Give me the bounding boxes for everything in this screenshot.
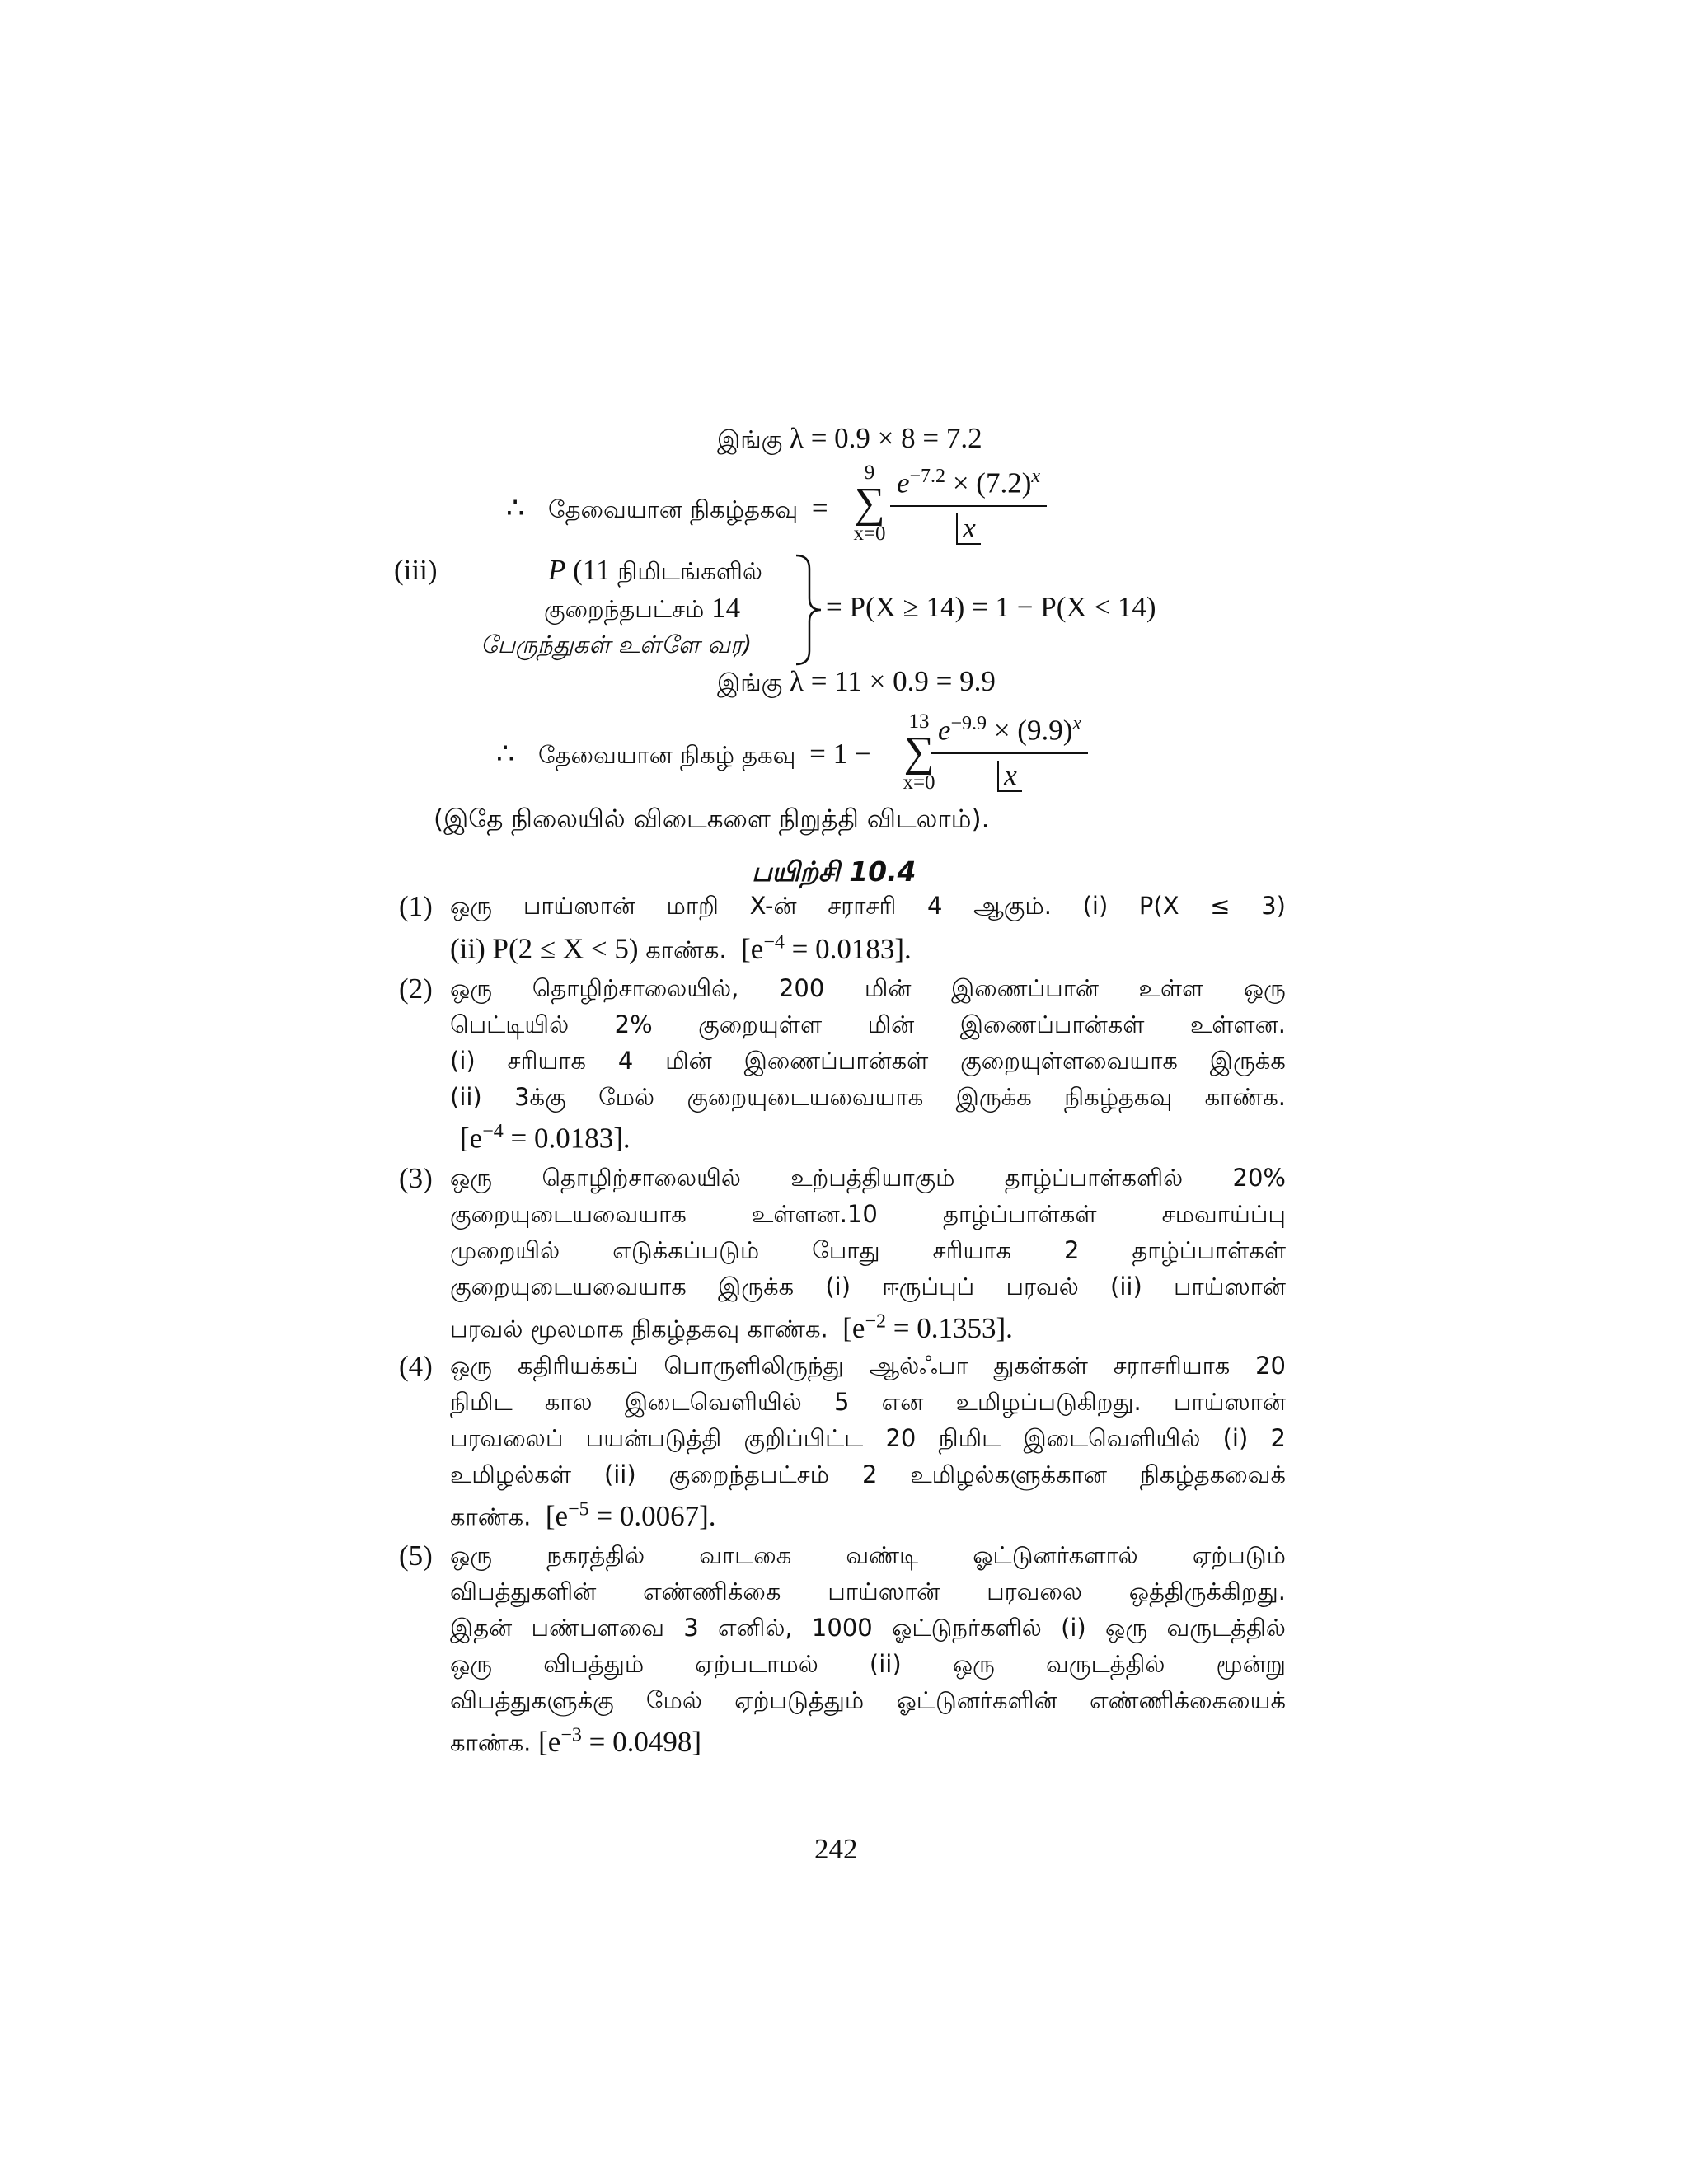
word: சராசரி — [828, 892, 897, 920]
word: ஆகும். — [973, 892, 1052, 920]
part3-line-2: குறைந்தபட்சம் 14 — [544, 592, 741, 624]
word: பொருளிலிருந்து — [663, 1352, 844, 1380]
therefore-symbol: ∴ — [506, 492, 525, 524]
word: உற்பத்தியாகும் — [790, 1164, 955, 1192]
word: எனில், — [718, 1614, 793, 1642]
word: 2 — [1270, 1424, 1286, 1452]
probability-line-2: ∴ தேவையான நிகழ் தகவு = 1 − — [496, 738, 871, 770]
word: பண்பளவை — [531, 1614, 664, 1642]
word: நிகழ்தகவைக் — [1139, 1460, 1286, 1488]
word: தாழ்ப்பாள்கள் — [1132, 1236, 1286, 1264]
word: கதிரியக்கப் — [517, 1352, 639, 1380]
word: பாய்ஸான் — [1173, 1388, 1286, 1416]
word: X-ன் — [749, 892, 797, 920]
summation-1 — [849, 462, 890, 546]
word: உமிழப்படுகிறது. — [955, 1388, 1142, 1416]
lambda-tamil: இங்கு — [717, 425, 783, 453]
word: ஏற்படுத்தும் — [734, 1686, 865, 1714]
word: பயன்படுத்தி — [585, 1424, 722, 1452]
fraction-numerator: $e^{-7.2} \times (7.2)^x$ — [890, 466, 1047, 507]
word: பரவலை — [987, 1577, 1082, 1605]
word: (ii) — [869, 1650, 902, 1678]
word: (i) — [1061, 1614, 1086, 1642]
word: ஒரு — [450, 974, 493, 1002]
word: நிகழ்தகவு — [1064, 1083, 1173, 1111]
fraction-2 — [931, 713, 1088, 792]
word: உமிழல்களுக்கான — [910, 1460, 1107, 1488]
part3-line-1: P (11 நிமிடங்களில் — [548, 554, 762, 586]
word: உள்ள — [1138, 974, 1204, 1002]
word: P(X — [1138, 892, 1179, 920]
question-2-line-5: $[e^{-4} = 0.0183]$. — [460, 1121, 631, 1155]
question-1-line-1 — [450, 892, 1286, 923]
word: தொழிற்சாலையில் — [542, 1164, 741, 1192]
word: மூன்று — [1216, 1650, 1286, 1678]
word: துகள்கள் — [993, 1352, 1088, 1380]
word: முறையில் — [450, 1236, 560, 1264]
question-4-line-5: காண்க. $[e^{-5} = 0.0067]$. — [450, 1498, 716, 1532]
word: ஒரு — [450, 892, 493, 920]
word: நிமிட — [450, 1388, 513, 1416]
part3-rhs: = P(X ≥ 14) = 1 − P(X < 14) — [826, 591, 1156, 623]
question-2-number: (2) — [399, 972, 433, 1005]
word: குறையுள்ளவையாக — [960, 1047, 1178, 1075]
word: குறையுள்ள — [698, 1010, 823, 1038]
word: விபத்துகளுக்கு — [450, 1686, 614, 1714]
word: இணைப்பான்கள் — [959, 1010, 1145, 1038]
word: தாழ்ப்பாள்களில் — [1004, 1164, 1184, 1192]
question-4-line-4 — [450, 1460, 1286, 1492]
word: இடைவெளியில் — [1023, 1424, 1201, 1452]
word: குறையுடையவையாக — [450, 1272, 687, 1301]
word: ஆல்ஃபா — [869, 1352, 968, 1380]
word: மின் — [864, 974, 912, 1002]
word: 20 — [1255, 1352, 1286, 1380]
note-line: (இதே நிலையில் விடைகளை நிறுத்தி விடலாம்). — [434, 804, 990, 834]
word: சராசரியாக — [1113, 1352, 1231, 1380]
probability-line-1 — [506, 492, 828, 527]
word: 3 — [683, 1614, 699, 1642]
word: இணைப்பான் — [951, 974, 1100, 1002]
word: பாய்ஸான் — [828, 1577, 940, 1605]
word: விபத்துகளின் — [450, 1577, 597, 1605]
word: (ii) — [603, 1460, 636, 1488]
word: (ii) — [450, 1083, 482, 1111]
word: உள்ளன.10 — [751, 1200, 878, 1228]
word: ஒரு — [450, 1541, 493, 1569]
word: ஏற்படும் — [1192, 1541, 1286, 1569]
word: காண்க. — [1204, 1083, 1286, 1111]
word: விபத்தும் — [543, 1650, 645, 1678]
sigma-symbol: ∑ — [854, 480, 885, 527]
word: இதன் — [450, 1614, 513, 1642]
word: 4 — [927, 892, 943, 920]
question-4-line-1 — [450, 1352, 1286, 1383]
word: ஒத்திருக்கிறது. — [1128, 1577, 1286, 1605]
question-5-number: (5) — [399, 1540, 433, 1572]
sigma-symbol: ∑ — [903, 729, 935, 776]
word: மாறி — [666, 892, 719, 920]
word: ஒரு — [1243, 974, 1286, 1002]
word: ஒரு — [450, 1164, 493, 1192]
word: வருடத்தில் — [1166, 1614, 1286, 1642]
word: வாடகை — [699, 1541, 792, 1569]
question-2-line-2 — [450, 1010, 1286, 1042]
word: என — [881, 1388, 924, 1416]
question-4-line-3 — [450, 1424, 1286, 1455]
equals-sign: = — [811, 492, 828, 524]
word: பரவல் — [1006, 1272, 1079, 1301]
question-1-number: (1) — [399, 890, 433, 922]
question-4-line-2 — [450, 1388, 1286, 1419]
word: ஈருப்புப் — [882, 1272, 975, 1301]
word: குறையுடையவையாக — [450, 1200, 687, 1228]
word: 4 — [617, 1047, 634, 1075]
word: சரியாக — [932, 1236, 1012, 1264]
word: (i) — [450, 1047, 476, 1075]
page-number: 242 — [814, 1833, 858, 1865]
word: மின் — [867, 1010, 915, 1038]
word: நிமிட — [938, 1424, 1001, 1452]
fraction-denominator — [997, 759, 1022, 792]
word: சரியாக — [507, 1047, 587, 1075]
word: வருடத்தில் — [1046, 1650, 1165, 1678]
word: மின் — [665, 1047, 712, 1075]
word: ஏற்படாமல் — [695, 1650, 818, 1678]
lambda-line-1 — [717, 422, 982, 457]
word: ஒரு — [450, 1352, 493, 1380]
question-5-line-5 — [450, 1686, 1286, 1718]
word: 1000 — [811, 1614, 873, 1642]
factorial-notation: x — [997, 761, 1022, 792]
word: இருக்க — [717, 1272, 795, 1301]
word: 2 — [861, 1460, 878, 1488]
word: வண்டி — [846, 1541, 919, 1569]
lambda-expression: λ = 0.9 × 8 = 7.2 — [789, 422, 982, 454]
word: ஒரு — [1105, 1614, 1148, 1642]
question-5-line-2 — [450, 1577, 1286, 1609]
word: 20 — [885, 1424, 917, 1452]
fraction-1 — [890, 466, 1047, 545]
word: மேல் — [645, 1686, 702, 1714]
word: சமவாய்ப்பு — [1161, 1200, 1286, 1228]
word: ஓட்டுனர்களால் — [973, 1541, 1138, 1569]
word: இருக்க — [1209, 1047, 1286, 1075]
word: பெட்டியில் — [450, 1010, 570, 1038]
lambda-line-2: இங்கு λ = 11 × 0.9 = 9.9 — [717, 665, 996, 697]
word: 20% — [1232, 1164, 1286, 1192]
word: (i) — [825, 1272, 851, 1301]
word: போது — [812, 1236, 880, 1264]
question-2-line-1 — [450, 974, 1286, 1005]
right-brace — [793, 552, 826, 668]
word: (ii) — [1110, 1272, 1142, 1301]
summation-lower: x=0 — [853, 523, 886, 545]
question-3-line-5: பரவல் மூலமாக நிகழ்தகவு காண்க. $[e^{-2} = 0.1353]$. — [450, 1310, 1013, 1344]
word: ஒரு — [952, 1650, 995, 1678]
word: உமிழல்கள் — [450, 1460, 571, 1488]
word: 2% — [614, 1010, 653, 1038]
word: எடுக்கப்படும் — [612, 1236, 760, 1264]
question-3-line-1 — [450, 1164, 1286, 1195]
word: ≤ — [1210, 892, 1231, 920]
word: கால — [544, 1388, 593, 1416]
word: 5 — [834, 1388, 850, 1416]
part3-line-3: பேருந்துகள் உள்ளே வர) — [481, 630, 753, 658]
word: நகரத்தில் — [546, 1541, 645, 1569]
question-4-number: (4) — [399, 1350, 433, 1382]
word: ஓட்டுநர்களில் — [892, 1614, 1042, 1642]
word: ஓட்டுனர்களின் — [896, 1686, 1057, 1714]
summation-2: 13 ∑ x=0 — [898, 710, 940, 794]
word: குறைந்தபட்சம் — [668, 1460, 829, 1488]
word: குறிப்பிட்ட — [743, 1424, 864, 1452]
word: இருக்க — [955, 1083, 1032, 1111]
probability-tamil: தேவையான நிகழ்தகவு — [548, 495, 799, 523]
question-5-line-6: காண்க. $[e^{-3} = 0.0498]$ — [450, 1724, 702, 1758]
word: இணைப்பான்கள் — [743, 1047, 929, 1075]
word: (i) — [1082, 892, 1109, 920]
question-3-number: (3) — [399, 1162, 433, 1194]
word: 3) — [1261, 892, 1286, 920]
question-5-line-3 — [450, 1614, 1286, 1645]
question-5-line-1 — [450, 1541, 1286, 1572]
fraction-denominator — [956, 512, 981, 545]
word: மேல் — [598, 1083, 655, 1111]
word: (i) — [1222, 1424, 1249, 1452]
factorial-notation: x — [956, 513, 981, 545]
word: உள்ளன. — [1189, 1010, 1286, 1038]
word: பாய்ஸான் — [1173, 1272, 1286, 1301]
question-2-line-4 — [450, 1083, 1286, 1114]
word: எண்ணிக்கை — [643, 1577, 781, 1605]
part-label-iii: (iii) — [394, 554, 438, 586]
question-5-line-4 — [450, 1650, 1286, 1681]
question-1-line-2: (ii) P(2 ≤ X < 5) காண்க. $[e^{-4} = 0.0183]$. — [450, 931, 912, 965]
question-3-line-3 — [450, 1236, 1286, 1268]
word: 3க்கு — [514, 1083, 566, 1111]
word: எண்ணிக்கையைக் — [1089, 1686, 1286, 1714]
word: பரவலைப் — [450, 1424, 564, 1452]
word: குறையுடையவையாக — [687, 1083, 924, 1111]
word: ஒரு — [450, 1650, 493, 1678]
question-2-line-3 — [450, 1047, 1286, 1078]
word: 200 — [778, 974, 825, 1002]
word: 2 — [1064, 1236, 1080, 1264]
question-3-line-4 — [450, 1272, 1286, 1304]
exercise-heading: பயிற்சி 10.4 — [752, 855, 917, 888]
word: இடைவெளியில் — [624, 1388, 802, 1416]
word: பாய்ஸான் — [523, 892, 635, 920]
question-3-line-2 — [450, 1200, 1286, 1231]
fraction-numerator: $e^{-9.9} \times (9.9)^x$ — [931, 713, 1088, 754]
word: தொழிற்சாலையில், — [532, 974, 739, 1002]
word: தாழ்ப்பாள்கள் — [942, 1200, 1097, 1228]
summation-upper: 9 — [864, 462, 875, 484]
